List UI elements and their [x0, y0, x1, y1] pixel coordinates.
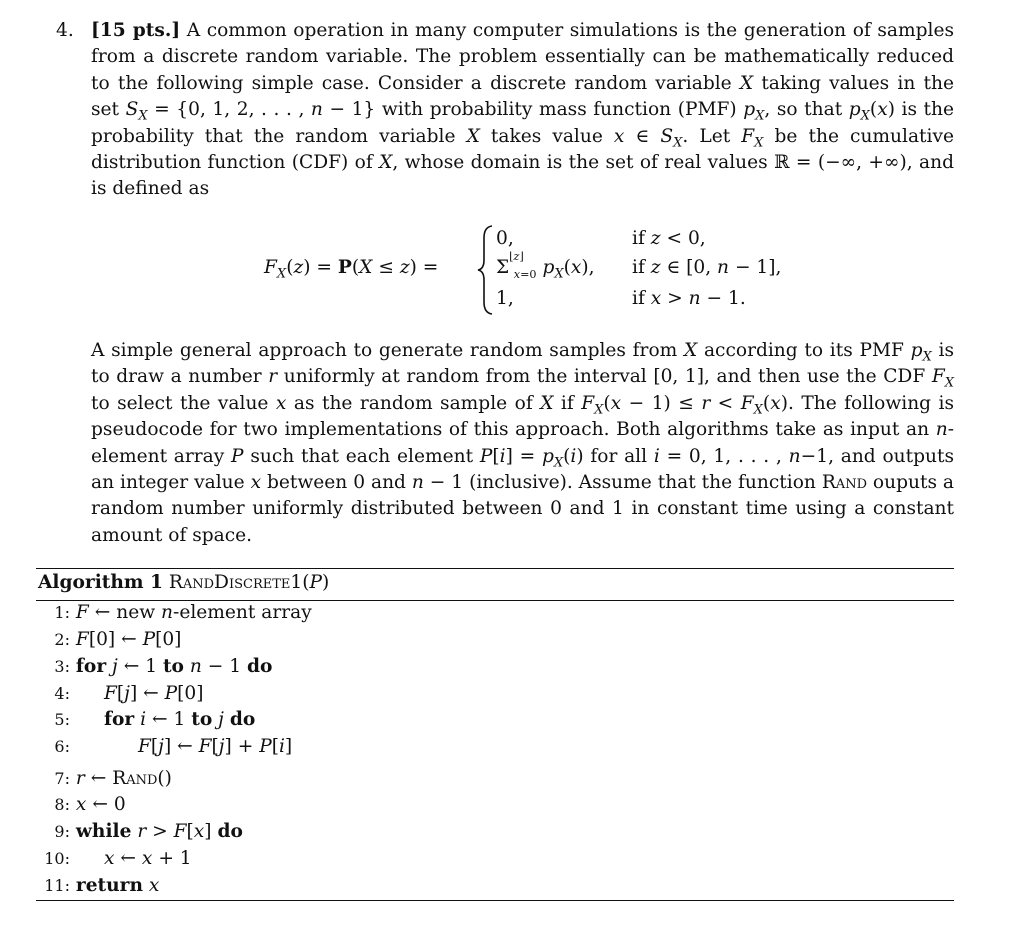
- algorithm-line-8: 8: x ← 0: [54, 794, 126, 815]
- algorithm-line-1: 1: F ← new n-element array: [54, 602, 312, 623]
- case-value-1: 0,: [496, 228, 514, 249]
- algorithm-header-rule: [36, 600, 954, 601]
- algorithm-line-2: 2: F[0] ← P[0]: [54, 629, 182, 650]
- case-value-2: $\Sigma^{⌊z⌋}_{x=0}$ $p_X(x)$,: [496, 249, 595, 282]
- cdf-formula: [264, 224, 804, 316]
- problem-points: [15 pts.]: [91, 20, 181, 41]
- algorithm-line-7: 7: r ← Rand(): [54, 768, 172, 789]
- algorithm-label: Algorithm 1: [38, 572, 163, 593]
- algorithm-top-rule: [36, 568, 954, 569]
- algorithm-bottom-rule: [36, 900, 954, 901]
- algorithm-name: RandDiscrete1: [168, 572, 303, 593]
- algorithm-line-5: 5: for i ← 1 to j do: [54, 709, 256, 730]
- problem-statement: [56, 18, 954, 203]
- case-value-3: 1,: [496, 288, 514, 309]
- algorithm-param: (P): [302, 572, 330, 593]
- problem-number: 4.: [56, 20, 74, 41]
- formula-lhs: $F_X(z) = P(X \le z)$ =: [264, 257, 439, 282]
- algorithm-caption: [38, 572, 329, 593]
- cases-brace: [476, 224, 494, 316]
- algorithm-line-11: 11: return x: [44, 875, 160, 896]
- case-condition-2: if z ∈ [0, n − 1],: [632, 257, 782, 278]
- algorithm-line-3: 3: for j ← 1 to n − 1 do: [54, 656, 273, 677]
- case-condition-1: if z < 0,: [632, 228, 706, 249]
- problem-paragraph-1: [15 pts.] A common operation in many computer simulations is the generation of samples from a discrete random variable. The problem essentially can be mathematically reduced to the following simple case. Consider a discrete random variable X taking values in the set $S_X = \{0$, 1, 2, . . . , n − 1} with probability mass function (PMF) $p_X$, so that $p_X(x)$ is the probability that the random variable X takes value x ∈ $S_X$. Let $F_X$ be the cumulative distribution function (CDF) of X, whose domain is the set of real values ℝ = (−∞, +∞), and is defined as: [91, 20, 955, 200]
- algorithm-line-9: 9: while r > F[x] do: [54, 821, 243, 842]
- problem-paragraph-2: A simple general approach to generate random samples from X according to its PMF $p_X$ is to draw a number r uniformly at random from the interval [0, 1], and then use the CDF $F_X$ to select the value x as the random sample of X if $F_X(x - 1) \le r < F_X(x)$. The following is pseudocode for two implementations of this approach. Both algorithms take as input an n-element array P such that each element $P[i] = p_X(i)$ for all i = 0, 1, . . . , n−1, and outputs an integer value x between 0 and n − 1 (inclusive). Assume that the function Rand ouputs a random number uniformly distributed between 0 and 1 in constant time using a constant amount of space.: [91, 340, 955, 546]
- algorithm-line-10: 10: x ← x + 1: [44, 848, 192, 869]
- case-condition-3: if x > n − 1.: [632, 288, 746, 309]
- algorithm-line-6: 6: F[j] ← F[j] + P[i]: [54, 736, 293, 757]
- algorithm-line-4: 4: F[j] ← P[0]: [54, 683, 204, 704]
